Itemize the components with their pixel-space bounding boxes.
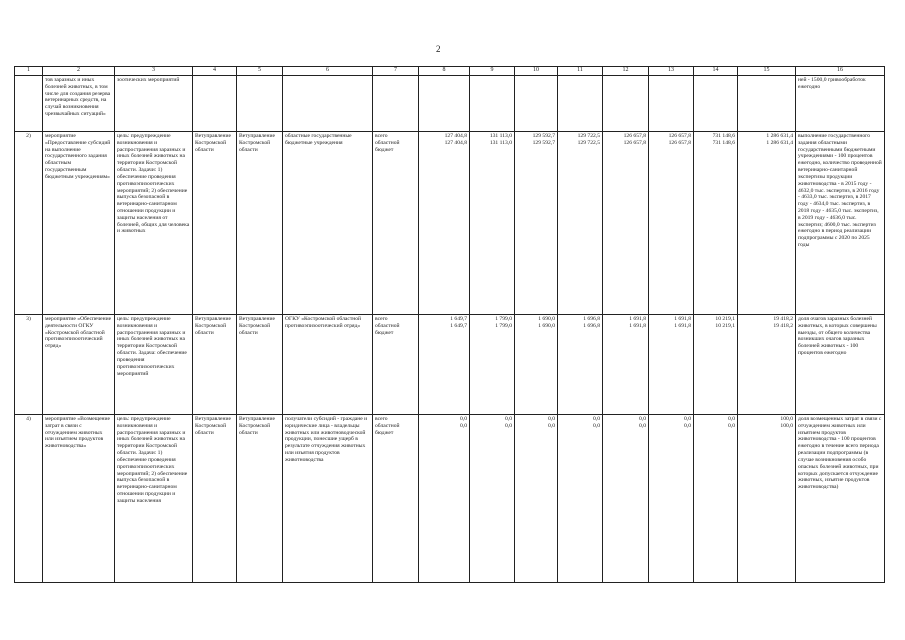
event-name: мероприятие «Обеспечение деятельности ОГКУ «Костромской областной противоэпизоотический отряд» [43, 315, 115, 415]
col-number: 7 [373, 67, 419, 76]
goal-text: цель: предупреждение возникновения и распространения заразных и иных болезней животных на территории Костромской области. Задачи: 1) обеспечение проведения противоэпизоотических мероприятий; 2) обеспечение выпуска безопасной в ветеринарно-санитарном отношении продукции и защиты населения [115, 415, 193, 583]
value-cell: 129 592,7 129 592,7 [515, 132, 558, 315]
expected-result: доля возмещенных затрат в связи с отчуждением животных или изъятием продуктов животноводства - 100 процентов ежегодно в течение всего периода реализации подпрограммы (в случае возникновения особо опасных болезней животных, при которых допускается отчуждение животных, изъятие продуктов животноводства) [796, 415, 885, 583]
page-number: 2 [436, 44, 441, 54]
executor: Ветуправление Костромской области [237, 315, 283, 415]
value-cell: 0,0 0,0 [649, 415, 694, 583]
coordinator: Ветуправление Костромской области [193, 415, 237, 583]
row-number: 2) [15, 132, 43, 315]
col-number: 14 [694, 67, 738, 76]
col-number: 12 [603, 67, 649, 76]
value-cell: 129 722,5 129 722,5 [558, 132, 603, 315]
col-number: 15 [738, 67, 796, 76]
continuation-goal: зоотических мероприятий [115, 76, 193, 132]
col-number: 6 [283, 67, 373, 76]
goal-text: цель: предупреждение возникновения и распространения заразных и иных болезней животных на территории Костромской области. Задачи: 1) обеспечение проведения противоэпизоотических мероприятий; 2) обеспечение выпуска безопасной в ветеринарно-санитарном отношении продукции и защиты населения от болезней, общих для человека и животных [115, 132, 193, 315]
value-cell: 1 691,8 1 691,8 [603, 315, 649, 415]
value-cell: 1 799,0 1 799,0 [470, 315, 515, 415]
coordinator: Ветуправление Костромской области [193, 315, 237, 415]
value-cell: 1 690,0 1 690,0 [515, 315, 558, 415]
value-cell: 1 286 631,4 1 286 631,4 [738, 132, 796, 315]
coordinator: Ветуправление Костромской области [193, 132, 237, 315]
continuation-event: тов заразных и иных болезней животных, в том числе для создания резерва ветеринарных средств, на случай возникновения чрезвычайных ситуаций» [43, 76, 115, 132]
continuation-row [15, 76, 885, 132]
col-number: 5 [237, 67, 283, 76]
value-cell: 0,0 0,0 [558, 415, 603, 583]
column-numbers-row [15, 67, 885, 76]
value-cell: 0,0 0,0 [470, 415, 515, 583]
row-number: 4) [15, 415, 43, 583]
row-number: 3) [15, 315, 43, 415]
event-name: мероприятие «Предоставление субсидий на выполнение государственного задания областным государственным бюджетным учреждениям» [43, 132, 115, 315]
event-name: мероприятие «Возмещение затрат в связи с отчуждением животных или изъятием продуктов животноводства» [43, 415, 115, 583]
col-number: 10 [515, 67, 558, 76]
col-number: 1 [15, 67, 43, 76]
value-cell: 0,0 0,0 [515, 415, 558, 583]
expected-result: доля очагов заразных болезней животных, в которых совершены выезды, от общего количества возникших очагов заразных болезней животных - 100 процентов ежегодно [796, 315, 885, 415]
table-row [15, 132, 885, 315]
value-cell: 1 649,7 1 649,7 [419, 315, 470, 415]
value-cell: 10 219,1 10 219,1 [694, 315, 738, 415]
funding-source: всего областной бюджет [373, 415, 419, 583]
table-row [15, 315, 885, 415]
col-number: 3 [115, 67, 193, 76]
col-number: 13 [649, 67, 694, 76]
table-row [15, 415, 885, 583]
col-number: 9 [470, 67, 515, 76]
participant: областные государственные бюджетные учреждения [283, 132, 373, 315]
value-cell: 19 418,2 19 418,2 [738, 315, 796, 415]
participant: получатели субсидий - граждане и юридические лица - владельцы животных или животноводческой продукции, понесшие ущерб в результате отчуждения животных или изъятия продуктов животноводства [283, 415, 373, 583]
col-number: 4 [193, 67, 237, 76]
value-cell: 131 113,0 131 113,0 [470, 132, 515, 315]
col-number: 8 [419, 67, 470, 76]
col-number: 11 [558, 67, 603, 76]
value-cell: 0,0 0,0 [419, 415, 470, 583]
funding-source: всего областной бюджет [373, 132, 419, 315]
value-cell: 100,0 100,0 [738, 415, 796, 583]
value-cell: 0,0 0,0 [694, 415, 738, 583]
value-cell: 126 657,8 126 657,8 [603, 132, 649, 315]
executor: Ветуправление Костромской области [237, 415, 283, 583]
col-number: 16 [796, 67, 885, 76]
goal-text: цель: предупреждение возникновения и распространения заразных и иных болезней животных на территории Костромской области. Задача: обеспечение проведения противоэпизоотических мероприятий [115, 315, 193, 415]
funding-source: всего областной бюджет [373, 315, 419, 415]
value-cell: 731 148,6 731 148,6 [694, 132, 738, 315]
value-cell: 127 404,8 127 404,8 [419, 132, 470, 315]
expected-result: выполнение государственного задания областными государственными бюджетными учреждениями - 100 процентов ежегодно, количество проведенной ветеринарно-санитарной экспертизы продукции животноводства - в 2015 году - 4632,0 тыс. экспертиз, в 2016 году - 4633,0 тыс. экспертиз, в 2017 году - 4634,0 тыс. экспертиз, в 2018 году - 4635,0 тыс. экспертиз, в 2019 году - 4636,0 тыс. экспертиз; 4600,0 тыс. экспертиз ежегодно в период реализации подпрограммы с 2020 по 2025 годы [796, 132, 885, 315]
value-cell: 126 657,8 126 657,8 [649, 132, 694, 315]
executor: Ветуправление Костромской области [237, 132, 283, 315]
col-number: 2 [43, 67, 115, 76]
value-cell: 0,0 0,0 [603, 415, 649, 583]
value-cell: 1 691,8 1 691,8 [649, 315, 694, 415]
program-table [14, 66, 885, 583]
value-cell: 1 696,8 1 696,8 [558, 315, 603, 415]
participant: ОГКУ «Костромской областной противоэпизоотический отряд» [283, 315, 373, 415]
continuation-result: ней - 1500,0 гривообработок ежегодно [796, 76, 885, 132]
